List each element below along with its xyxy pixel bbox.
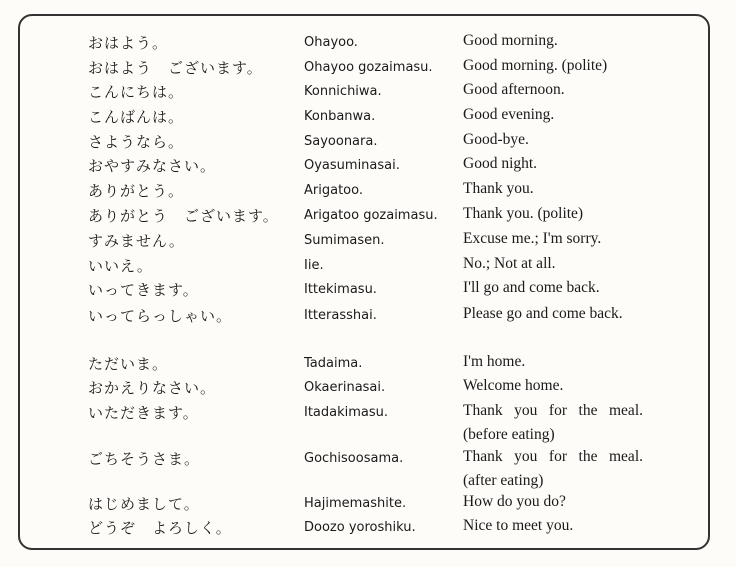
romaji-text: Arigatoo gozaimasu. bbox=[304, 208, 438, 223]
romaji-text: Arigatoo. bbox=[304, 183, 363, 198]
english-text: I'm home. bbox=[463, 353, 526, 370]
romaji-text: Konbanwa. bbox=[304, 109, 376, 124]
japanese-text: ありがとう。 bbox=[88, 182, 185, 200]
english-text: Thank you. bbox=[463, 180, 534, 197]
japanese-text: ごちそうさま。 bbox=[88, 450, 201, 468]
english-text: How do you do? bbox=[463, 493, 566, 510]
romaji-text: Konnichiwa. bbox=[304, 84, 382, 99]
english-text: I'll go and come back. bbox=[463, 279, 600, 296]
japanese-text: はじめまして。 bbox=[88, 495, 200, 513]
japanese-text: おかえりなさい。 bbox=[88, 379, 217, 397]
romaji-text: Ohayoo. bbox=[304, 35, 358, 50]
english-text: Good afternoon. bbox=[463, 81, 565, 98]
romaji-text: Gochisoosama. bbox=[304, 451, 404, 466]
romaji-text: Okaerinasai. bbox=[304, 380, 386, 395]
english-text: Thank you for the meal. (before eating) bbox=[463, 402, 643, 443]
japanese-text: いってきます。 bbox=[88, 281, 199, 299]
english-text: Excuse me.; I'm sorry. bbox=[463, 230, 602, 247]
english-text: Nice to meet you. bbox=[463, 517, 574, 534]
japanese-text: ありがとう ございます。 bbox=[88, 207, 279, 225]
japanese-text: おはよう。 bbox=[88, 34, 169, 52]
japanese-text: どうぞ よろしく。 bbox=[88, 519, 232, 537]
english-text: Good morning. (polite) bbox=[463, 57, 608, 74]
romaji-text: Ittekimasu. bbox=[304, 282, 377, 297]
japanese-text: こんにちは。 bbox=[88, 83, 185, 101]
japanese-text: おはよう ございます。 bbox=[88, 59, 263, 77]
romaji-text: Oyasuminasai. bbox=[304, 158, 400, 173]
japanese-text: ただいま。 bbox=[88, 355, 169, 373]
english-text: Welcome home. bbox=[463, 377, 564, 394]
romaji-text: Hajimemashite. bbox=[304, 496, 407, 511]
romaji-text: Itadakimasu. bbox=[304, 405, 389, 420]
romaji-text: Doozo yoroshiku. bbox=[304, 520, 416, 535]
english-text: Thank you. (polite) bbox=[463, 205, 584, 222]
english-text: Good night. bbox=[463, 155, 538, 172]
japanese-text: いただきます。 bbox=[88, 404, 199, 422]
english-text: Good evening. bbox=[463, 106, 555, 123]
romaji-text: Sumimasen. bbox=[304, 233, 385, 248]
romaji-text: Iie. bbox=[304, 258, 324, 273]
english-text: Good-bye. bbox=[463, 131, 529, 148]
japanese-text: さようなら。 bbox=[88, 133, 185, 151]
romaji-text: Itterasshai. bbox=[304, 308, 377, 323]
romaji-text: Tadaima. bbox=[304, 356, 363, 371]
english-text: Please go and come back. bbox=[463, 305, 623, 322]
japanese-text: おやすみなさい。 bbox=[88, 157, 217, 175]
japanese-text: こんばんは。 bbox=[88, 108, 185, 126]
english-text: Good morning. bbox=[463, 32, 558, 49]
romaji-text: Sayoonara. bbox=[304, 134, 378, 149]
english-text: Thank you for the meal. (after eating) bbox=[463, 448, 643, 489]
romaji-text: Ohayoo gozaimasu. bbox=[304, 60, 433, 75]
japanese-text: いってらっしゃい。 bbox=[88, 307, 233, 325]
japanese-text: いいえ。 bbox=[88, 257, 153, 275]
english-text: No.; Not at all. bbox=[463, 255, 556, 272]
japanese-text: すみません。 bbox=[88, 232, 185, 250]
